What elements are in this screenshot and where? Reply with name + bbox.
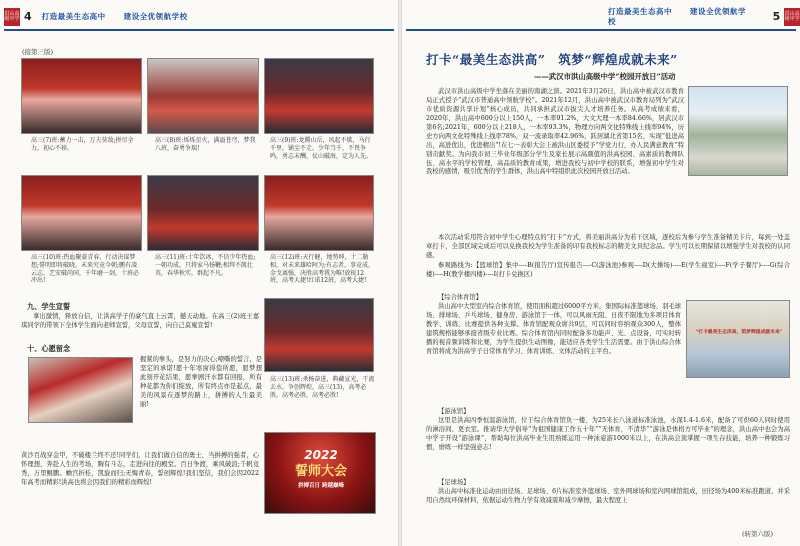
header-slogan [42, 12, 206, 22]
field-body: 洪山高中标准化运动由田径场、足球场、6片标准室外篮球场、室外网球场和室内网球馆组成，田径场为400米标准跑道，并采用自然纹环保材料，依据运动生物力学有效减震和减少摩擦，最大程度上 [426, 487, 790, 504]
continued-to: (转第六版) [742, 530, 774, 538]
class-photo-11 [147, 175, 259, 251]
page-number: 4 [24, 9, 32, 23]
class-photo-8 [147, 58, 259, 134]
field-section [426, 479, 790, 506]
article-intro-a [426, 88, 684, 177]
campus-sign-text: “打卡最美生态洪高，筑梦辉煌成就未来” [695, 329, 783, 335]
pool-title: 【游泳馆】 [437, 408, 470, 415]
class-photo-13 [264, 298, 374, 372]
header-rule [4, 29, 394, 31]
caption-class-8: 高三(8)班:烁烁星火，满溢苍穹，梦我八班，奋勇争瑞! [155, 137, 256, 152]
gym-section [426, 294, 681, 357]
gym-sign-photo [686, 300, 790, 378]
caption-class-12: 高三(12)班:天行健，地势坤，十二勒相，对未来雄哈阿为;有志者，事竟成，金戈离强，决胜高考我为唯!放锐12班，高考大捷!红诺12班，高考大捷! [270, 254, 375, 285]
route-detail: 【篮球馆】集中----B(报告厅)宣传报告----C(游泳池)参观----D(大操场)----E(学生寝室)----F(学子餐厅)----G(综合楼)----H(教学楼四楼)----I(打卡兑换区) [426, 262, 791, 278]
continued-from: (接第三版) [22, 48, 54, 56]
route-block [426, 262, 790, 280]
section-9 [21, 300, 259, 331]
section-9-title: 九、学生宣誓 [27, 302, 71, 311]
class-photo-7 [21, 58, 142, 134]
school-logo-icon-right: 洪山高级中学 [784, 8, 800, 26]
class-photo-9 [264, 58, 374, 134]
caption-class-10: 高三(10)班:热血聚豪青春，行动决谋梦想;誓明即将破晓，未来究竟今朝;鹏有凌云志，艺安破尚同，千年磨一剑，十班必冲出! [31, 254, 140, 285]
class-photo-10 [21, 175, 142, 251]
slogan-2-right: 建设全优领航学校 [608, 6, 746, 26]
right-header [602, 6, 800, 28]
header-rule-right [406, 29, 796, 31]
stage-banner-sub: 拼搏百日 跨越巅峰 [298, 483, 344, 489]
page-number-right: 5 [772, 9, 781, 23]
pool-body: 这里是洪高四季恒温游泳馆，位于综合体育馆负一楼，为25米长八泳道标准泳池，水深1.4-1.6米，配备了可供60人同时使用的淋浴间、更衣室。推请华大学倡导“为祖国健康工作五十年”“无体育，不清华”“游泳是体格方可毕业”的理念，洪山高中也会为高中学子开设“游泳课”，帮助每位洪高毕业生用熟练运用一种泳姿游1000米以上，在洪高会顶掌握一项生存技能，培养一种锻炼习惯，磨练一样坚强意志! [426, 416, 790, 451]
stage-banner-year: 2022 [304, 448, 338, 462]
caption-class-7: 高三(7)班:蓄力一击，万夫莫敌;拼尽全力，初心不移。 [31, 137, 134, 152]
flag-signing-photo [28, 357, 133, 423]
header-slogan-right [608, 7, 769, 27]
left-header [4, 6, 206, 28]
stage-banner-title: 誓师大会 [294, 464, 347, 479]
field-title: 【足球场】 [437, 479, 470, 486]
caption-class-9: 高三(9)班:龙腾山岳，风起不歇，马行千里，铺尘不走。少年当千，不畏争鸣，勇志未酬，仗山破海，定为人先。 [270, 137, 373, 160]
article-title: 打卡“最美生态洪高” 筑梦“辉煌成就未来” [426, 52, 678, 67]
school-logo-icon: 洪山高级中学 [4, 8, 20, 26]
slogan-2: 建设全优领航学校 [123, 11, 188, 21]
article-activity: 本次活动采用符合初中学生心理特点的“打卡”方式，将美丽洪高分为若干区域，逐校后为参与学生准备精美卡片，每到一处盖章打卡，全部区域完成后可以兑换我校为学生准备的印有我校标志的精美文具纪念品。学生可以长期保留以增强学生对我校的认同感。 [426, 234, 790, 259]
section-10-body-2: 黄沙百战穿金甲，不破楼兰终不还!同学们，让我们做自信的勇士，当拼搏的强者，心怀理想，奔赴人生的考场，胸有斗志，走进向往的殿堂。百日争渡，乘风破浪;千帆竞秀，万里鲲鹏。蟾宫折桂，凯旋而归;无悔青春，誓创辉煌!我们坚信，我们会因2022年高考而精彩!洪高也将会因我们的精彩而辉煌! [21, 452, 259, 486]
article-subtitle: ——武汉市洪山高级中学“校园开放日”活动 [534, 72, 676, 81]
class-photo-12 [264, 175, 374, 251]
section-9-body: 拿出激情，释放自信，让洪高学子的豪气直上云霄，撼天动地。在高三(2)班王嘉琪同学的带领下全体学生面向老师宣誓，父母宣誓，向自己莫嵬宣誓! [21, 313, 259, 330]
gym-title: 【综合体育馆】 [437, 294, 483, 301]
left-page [0, 0, 398, 546]
right-page [402, 0, 800, 546]
caption-class-11: 高三(11)班:十年饮冰，不信少年热血;一朝功成，只将家马扬鞭;相拜不凯壮英，春华秋实，群起不凡。 [155, 254, 256, 277]
section-10-title: 十、心愿留念 [27, 344, 71, 353]
article-intro: 武汉市洪山高级中学坐落在美丽的南湖之滨。2021年3月26日，洪山高中被武汉市教育局正式授予“武汉市普通高中领航学校”。2021年12月，洪山高中被武汉市教育局列为“武汉市优质资源共享计划”核心成员，共同承担武汉市拔尖人才培养任务。从高考成绩来看，2020年，洪山高中600分以上150人，一本率91.2%，大文大理一本率84.66%，居武汉市第6名;2021年，600分以上218人，一本率93.3%，物理方向两文化特殊线上线率94%，历史方向两文化特殊线上线率78%，双一流录取率42.96%，跃居湖北省第15名，实现“低进高出，高进优出，优进精出”!在七一表彰大会上被洪山区委授予“学党力行，办人民满意教育”特别贡献奖。为向我市初三毕业年级部分学生及家长展示高颜值的洪高校园、高素质的教师队伍、高水平的学校管理，高品质的教育成果，增进我校与初中学校的联系，增强初中学生对我校的感情，吸引优秀的学生群体，洪山高中特组织此次校园开放日活动。 [426, 88, 684, 176]
slogan-1-right: 打造最美生态高中 [608, 6, 672, 16]
pool-section [426, 408, 790, 453]
section-10-body-1: 握紧的拳头，是努力的决心;嘹嘶的誓言，是坚定的承诺!愿十年寒窗得偿所愿，愿梦想此刻开花结果，愿拳剧汗水都有回报，所有种花都为你们绽放，所有终点亦是起点，最美的风景在逐梦的路上，拼搏的人生最美丽! [140, 356, 262, 408]
gym-body: 洪山高中大型室内综合体育馆，使用面积超过6000平方米，集国际标准篮球场、羽毛球场、排球场、乒乓球场、健身房、游泳馆于一体，可以风雨无阻、日夜不限地为多项目体育教学、训练、比赛提供各种支撑。体育馆配观众席共9层，可以同时容纳观众300人，整体建筑规格能够承接省级专业比赛。综合体育馆内同时配备多功能声、光、点设备，可实时转播的视音频训练和比赛，为学生提供生动图像，能适应各类学生生活需要。由于洪山综合体育馆将成为洪高学子日常体育学习、体育训练、文体活动的主平台。 [426, 302, 681, 355]
slogan-1: 打造最美生态高中 [41, 11, 106, 21]
oath-rally-stage-photo [264, 432, 376, 514]
route-label: 参观路线为: [437, 262, 473, 269]
section-10-heading-block [21, 342, 141, 355]
caption-class-13: 高三(13)班:杀杨奋进，典藏宣光，干流去水，争创辉煌，高三(13)，高考必胜，高考必胜，高考必胜! [270, 376, 375, 399]
campus-aerial-photo [688, 86, 788, 176]
